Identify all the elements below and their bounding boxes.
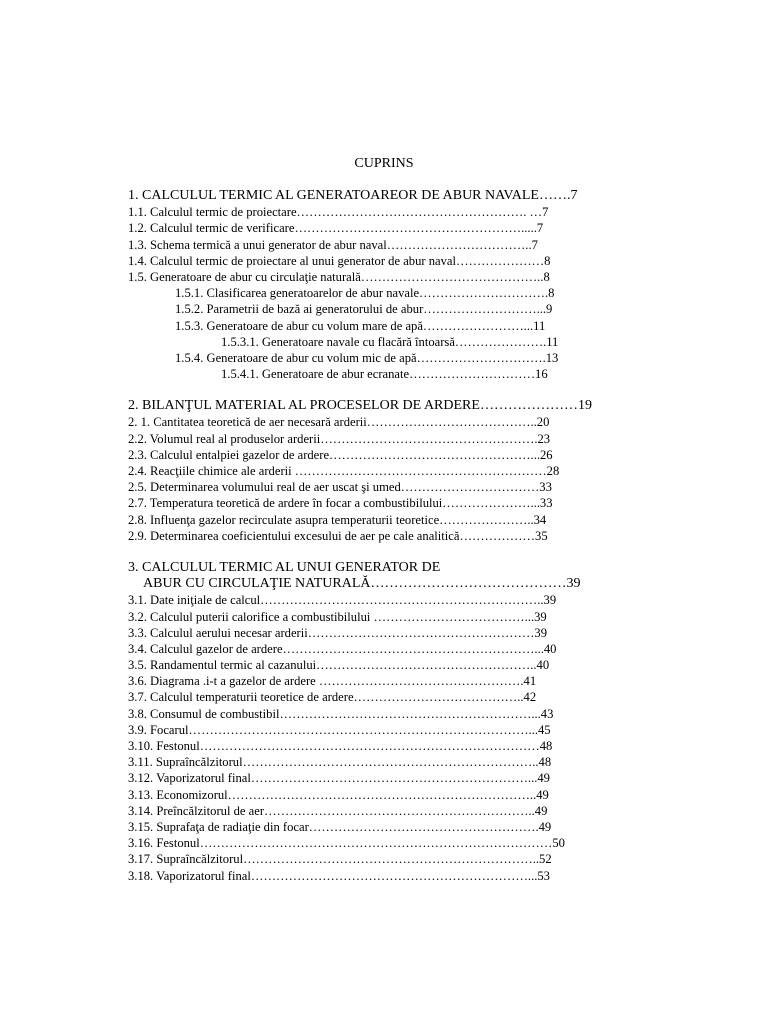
toc-entry: 1.5.1. Clasificarea generatoarelor de abur navale………………………….8 — [175, 286, 555, 301]
toc-entry: 3.12. Vaporizatorul final…………………………………………………………...49 — [128, 771, 550, 786]
toc-chapter-heading: 1. CALCULUL TERMIC AL GENERATOAREOR DE ABUR NAVALE…….7 — [128, 188, 578, 203]
toc-entry: 3.16. Festonul…………………………………………………………………………50 — [128, 836, 565, 851]
toc-entry: 3.11. Supraîncălzitorul……………………………………………………………..48 — [128, 755, 552, 770]
toc-entry: 1.4. Calculul termic de proiectare al unui generator de abur naval…………………8 — [128, 253, 551, 268]
toc-chapter-heading: 2. BILANŢUL MATERIAL AL PROCESELOR DE ARDERE…………………19 — [128, 398, 592, 414]
toc-entry: 3.2. Calculul puterii calorifice a combustibilului ………………………………...39 — [128, 609, 547, 624]
section-gap — [128, 382, 608, 398]
toc-entry: 2.4. Reacţiile chimice ale arderii ……………………………………………………28 — [128, 464, 560, 478]
toc-chapter-heading: ABUR CU CIRCULAŢIE NATURALĂ……………………………………39 — [143, 576, 581, 592]
toc-entry: 3.4. Calculul gazelor de ardere……………………………………………………...40 — [128, 641, 557, 656]
toc-entry: 3.15. Suprafaţa de radiaţie din focar……………………………………………….49 — [128, 819, 552, 834]
toc-entry: 2.7. Temperatura teoretică de ardere în focar a combustibilului…………………...33 — [128, 496, 553, 511]
toc-entry: 1.5.4. Generatoare de abur cu volum mic de apă………………………….13 — [175, 350, 559, 365]
toc-entry: 3.14. Preîncălzitorul de aer………………………………………………………..49 — [128, 803, 548, 818]
toc-entry: 3.17. Supraîncălzitorul……………………………………………………………..52 — [128, 852, 552, 867]
toc-entry: 2.8. Influenţa gazelor recirculate asupra temperaturii teoretice…………………..34 — [128, 512, 547, 527]
toc-entry: 3.10. Festonul………………………………………………………………………48 — [128, 739, 553, 753]
toc-entry: 3.6. Diagrama .i-t a gazelor de ardere ………………………………………….41 — [128, 674, 537, 689]
toc-entry: 1.5.3.1. Generatoare navale cu flacără întoarsă………………….11 — [221, 334, 559, 349]
toc-entry: 3.18. Vaporizatorul final…………………………………………………………...53 — [128, 868, 550, 883]
toc-entry: 3.8. Consumul de combustibil……………………………………………………...43 — [128, 706, 554, 721]
table-of-contents — [128, 188, 608, 884]
toc-entry: 1.2. Calculul termic de verificare……………………………………………….....7 — [128, 221, 544, 236]
toc-entry: 1.5.4.1. Generatoare de abur ecranate…………………………16 — [221, 367, 548, 382]
toc-entry: 1.5. Generatoare de abur cu circulaţie naturală……………………………………..8 — [128, 269, 550, 284]
toc-entry: 3.3. Calculul aerului necesar arderii………………………………………………39 — [128, 625, 548, 640]
toc-entry: 2.3. Calculul entalpiei gazelor de ardere…………………………………………...26 — [128, 447, 553, 462]
section-gap — [128, 544, 608, 560]
toc-chapter-heading: 3. CALCULUL TERMIC AL UNUI GENERATOR DE — [128, 559, 441, 575]
toc-entry: 2.9. Determinarea coeficientului excesului de aer pe cale analitică………………35 — [128, 528, 548, 543]
toc-entry: 1.1. Calculul termic de proiectare………………………………………………. …7 — [128, 205, 549, 220]
toc-entry: 3.13. Economizorul………………………………………………………………..49 — [128, 787, 549, 802]
toc-entry: 2.5. Determinarea volumului real de aer uscat şi umed……………………………33 — [128, 480, 552, 495]
page-title: CUPRINS — [354, 156, 414, 171]
toc-entry: 1.5.2. Parametrii de bază ai generatorului de abur………………………...9 — [175, 302, 553, 317]
toc-entry: 3.9. Focarul………………………………………………………………………...45 — [128, 722, 551, 737]
toc-entry: 2. 1. Cantitatea teoretică de aer necesară arderii…………………………………..20 — [128, 415, 550, 430]
toc-entry: 3.5. Randamentul termic al cazanului……………………………………………..40 — [128, 658, 550, 673]
toc-entry: 3.1. Date iniţiale de calcul…………………………………………………………..39 — [128, 593, 557, 608]
toc-entry: 1.3. Schema termică a unui generator de abur naval……………………………..7 — [128, 237, 538, 252]
toc-entry: 1.5.3. Generatoare de abur cu volum mare de apă……………………...11 — [175, 318, 546, 333]
toc-entry: 2.2. Volumul real al produselor arderii…………………………………………….23 — [128, 431, 551, 446]
toc-entry: 3.7. Calculul temperaturii teoretice de ardere…………………………………..42 — [128, 690, 537, 705]
